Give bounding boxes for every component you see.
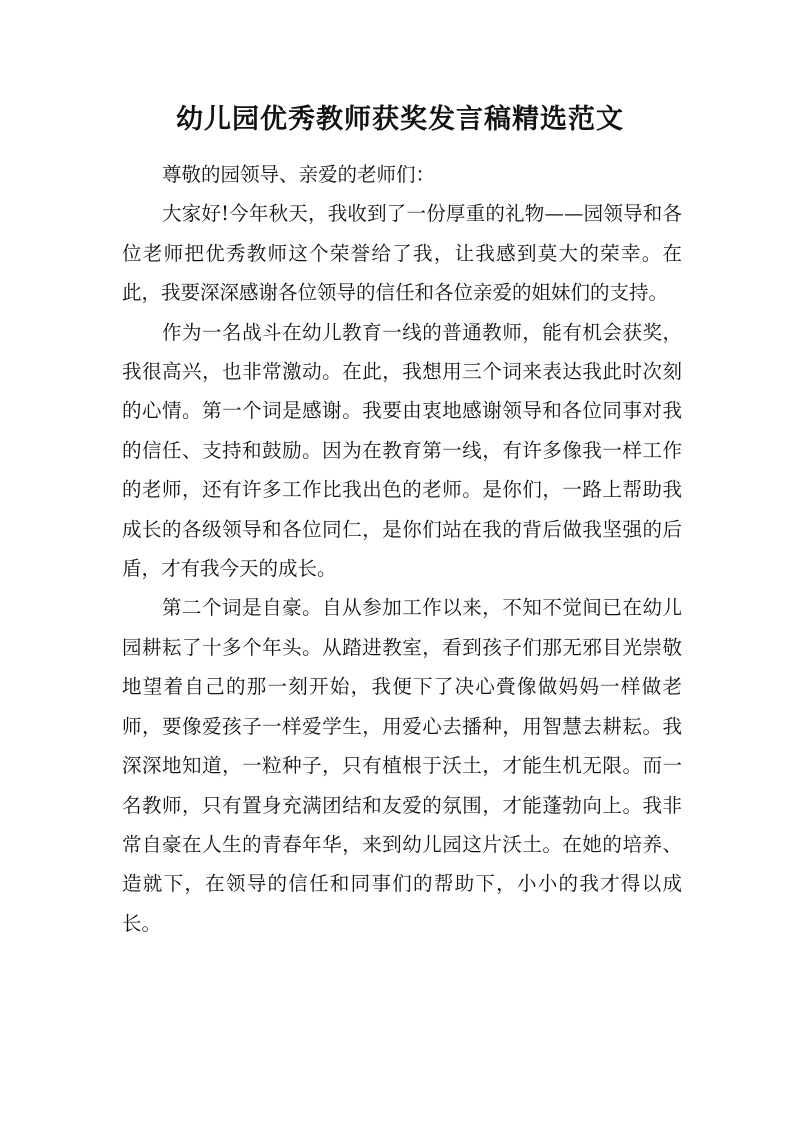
document-body: [122, 155, 682, 943]
body-paragraph-3: 第二个词是自豪。自从参加工作以来，不知不觉间已在幼儿园耕耘了十多个年头。从踏进教室，看到孩子们那无邪目光崇敬地望着自己的那一刻开始，我便下了决心賫像做妈妈一样做老师，要像爱孩子一样爱学生，用爱心去播种，用智慧去耕耘。我深深地知道，一粒种子，只有植根于沃土，才能生机无限。而一名教师，只有置身充满团结和友爱的氛围，才能蓬勃向上。我非常自豪在人生的青春年华，来到幼儿园这片沃土。在她的培养、造就下，在领导的信任和同事们的帮助下，小小的我才得以成长。: [122, 596, 682, 935]
body-paragraph-2: 作为一名战斗在幼儿教育一线的普通教师，能有机会获奖，我很高兴，也非常激动。在此，我想用三个词来表达我此时次刻的心情。第一个词是感谢。我要由衷地感谢领导和各位同事对我的信任、支持和鼓励。因为在教育第一线，有许多像我一样工作的老师，还有许多工作比我出色的老师。是你们，一路上帮助我成长的各级领导和各位同仁，是你们站在我的背后做我坚强的后盾，才有我今天的成长。: [122, 320, 682, 581]
body-paragraph-1: 大家好!今年秋天，我收到了一份厚重的礼物——园领导和各位老师把优秀教师这个荣誉给了我，让我感到莫大的荣幸。在此，我要深深感谢各位领导的信任和各位亲爱的姐妹们的支持。: [122, 202, 682, 305]
document-title: 幼儿园优秀教师获奖发言稿精选范文: [176, 104, 624, 135]
greeting-paragraph: 尊敬的园领导、亲爱的老师们：: [162, 163, 436, 186]
